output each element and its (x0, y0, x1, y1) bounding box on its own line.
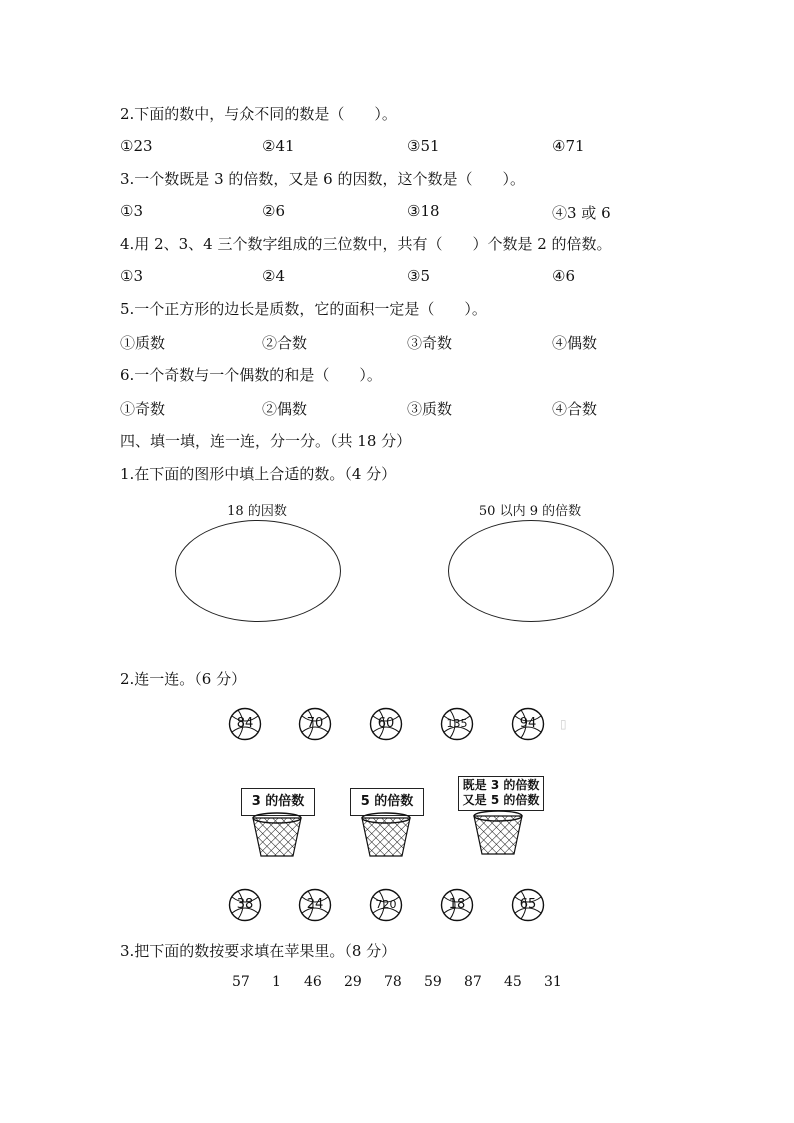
question-4-stem: 4.用 2、3、4 三个数字组成的三位数中，共有（ ）个数是 2 的倍数。 (120, 235, 612, 253)
option-2[interactable]: ②6 (262, 202, 285, 220)
basket-net-icon (233, 812, 323, 860)
section-4-q3-stem: 3.把下面的数按要求填在苹果里。（8 分） (120, 942, 397, 960)
question-5-options (120, 332, 680, 354)
number-item[interactable]: 87 (464, 974, 482, 990)
option-3[interactable]: ③奇数 (407, 334, 453, 352)
question-3-stem: 3.一个数既是 3 的倍数，又是 6 的因数，这个数是（ ）。 (120, 170, 525, 188)
ball-number: 24 (306, 897, 324, 912)
ball-number: 135 (446, 717, 468, 730)
option-1[interactable]: ①23 (120, 137, 153, 155)
ball-bottom-4[interactable] (440, 888, 474, 922)
question-2-stem: 2.下面的数中，与众不同的数是（ ）。 (120, 105, 397, 123)
option-3[interactable]: ③质数 (407, 400, 453, 418)
number-item[interactable]: 46 (304, 974, 322, 990)
basket-multiples-of-5[interactable] (342, 788, 432, 858)
option-3[interactable]: ③5 (407, 267, 430, 285)
number-item[interactable]: 59 (424, 974, 442, 990)
option-1[interactable]: ①3 (120, 267, 143, 285)
option-2[interactable]: ②4 (262, 267, 285, 285)
option-4[interactable]: ④合数 (552, 400, 598, 418)
basket-sign-line-2: 又是 5 的倍数 (462, 793, 540, 807)
option-1[interactable]: ①质数 (120, 334, 166, 352)
number-item[interactable]: 31 (544, 974, 562, 990)
ball-bottom-1[interactable] (228, 888, 262, 922)
basket-sign: 3 的倍数 (241, 788, 315, 816)
ball-top-1[interactable] (228, 707, 262, 741)
question-5-stem: 5.一个正方形的边长是质数，它的面积一定是（ ）。 (120, 300, 487, 318)
option-4[interactable]: ④偶数 (552, 334, 598, 352)
option-2[interactable]: ②偶数 (262, 400, 308, 418)
ball-number: 84 (236, 716, 254, 731)
ball-number: 70 (306, 716, 324, 731)
number-item[interactable]: 78 (384, 974, 402, 990)
ball-top-3[interactable] (369, 707, 403, 741)
section-4-title: 四、填一填，连一连，分一分。（共 18 分） (120, 432, 412, 450)
question-6-stem: 6.一个奇数与一个偶数的和是（ ）。 (120, 366, 382, 384)
number-item[interactable]: 1 (272, 974, 281, 990)
question-4-options (120, 267, 680, 289)
ball-number: 60 (377, 716, 395, 731)
option-4[interactable]: ④71 (552, 137, 585, 155)
section-4-q1-stem: 1.在下面的图形中填上合适的数。（4 分） (120, 465, 397, 483)
option-1[interactable]: ①3 (120, 202, 143, 220)
basket-multiples-of-3[interactable] (233, 788, 323, 858)
option-1[interactable]: ①奇数 (120, 400, 166, 418)
basket-sign-line-1: 既是 3 的倍数 (462, 778, 540, 792)
option-4[interactable]: ④3 或 6 (552, 204, 611, 222)
option-2[interactable]: ②41 (262, 137, 295, 155)
ball-bottom-2[interactable] (298, 888, 332, 922)
number-item[interactable]: 29 (344, 974, 362, 990)
option-2[interactable]: ②合数 (262, 334, 308, 352)
number-list (0, 974, 794, 994)
question-3-options (120, 202, 680, 224)
basket-net-icon (342, 812, 432, 860)
ball-number: 18 (448, 897, 466, 912)
option-3[interactable]: ③51 (407, 137, 440, 155)
factors-ellipse[interactable] (175, 520, 341, 622)
ball-number: 38 (236, 897, 254, 912)
ball-top-4[interactable] (440, 707, 474, 741)
number-item[interactable]: 57 (232, 974, 250, 990)
number-item[interactable]: 45 (504, 974, 522, 990)
ball-top-2[interactable] (298, 707, 332, 741)
multiples-ellipse[interactable] (448, 520, 614, 622)
basket-net-icon (454, 810, 544, 858)
ball-number: 65 (519, 897, 537, 912)
section-4-q2-stem: 2.连一连。（6 分） (120, 670, 247, 688)
bleed-through-mark: ▯ (560, 717, 567, 731)
ball-bottom-3[interactable] (369, 888, 403, 922)
option-4[interactable]: ④6 (552, 267, 575, 285)
ball-top-5[interactable] (511, 707, 545, 741)
ball-number: 94 (519, 716, 537, 731)
ball-bottom-5[interactable] (511, 888, 545, 922)
ellipse-right-label: 50 以内 9 的倍数 (478, 504, 582, 519)
option-3[interactable]: ③18 (407, 202, 440, 220)
basket-sign: 5 的倍数 (350, 788, 424, 816)
basket-multiples-of-3-and-5[interactable] (454, 776, 546, 858)
question-6-options (120, 398, 680, 420)
ball-number: 720 (375, 898, 397, 911)
question-2-options (120, 137, 680, 159)
basket-sign (458, 776, 544, 811)
ellipse-left-label: 18 的因数 (227, 504, 287, 519)
